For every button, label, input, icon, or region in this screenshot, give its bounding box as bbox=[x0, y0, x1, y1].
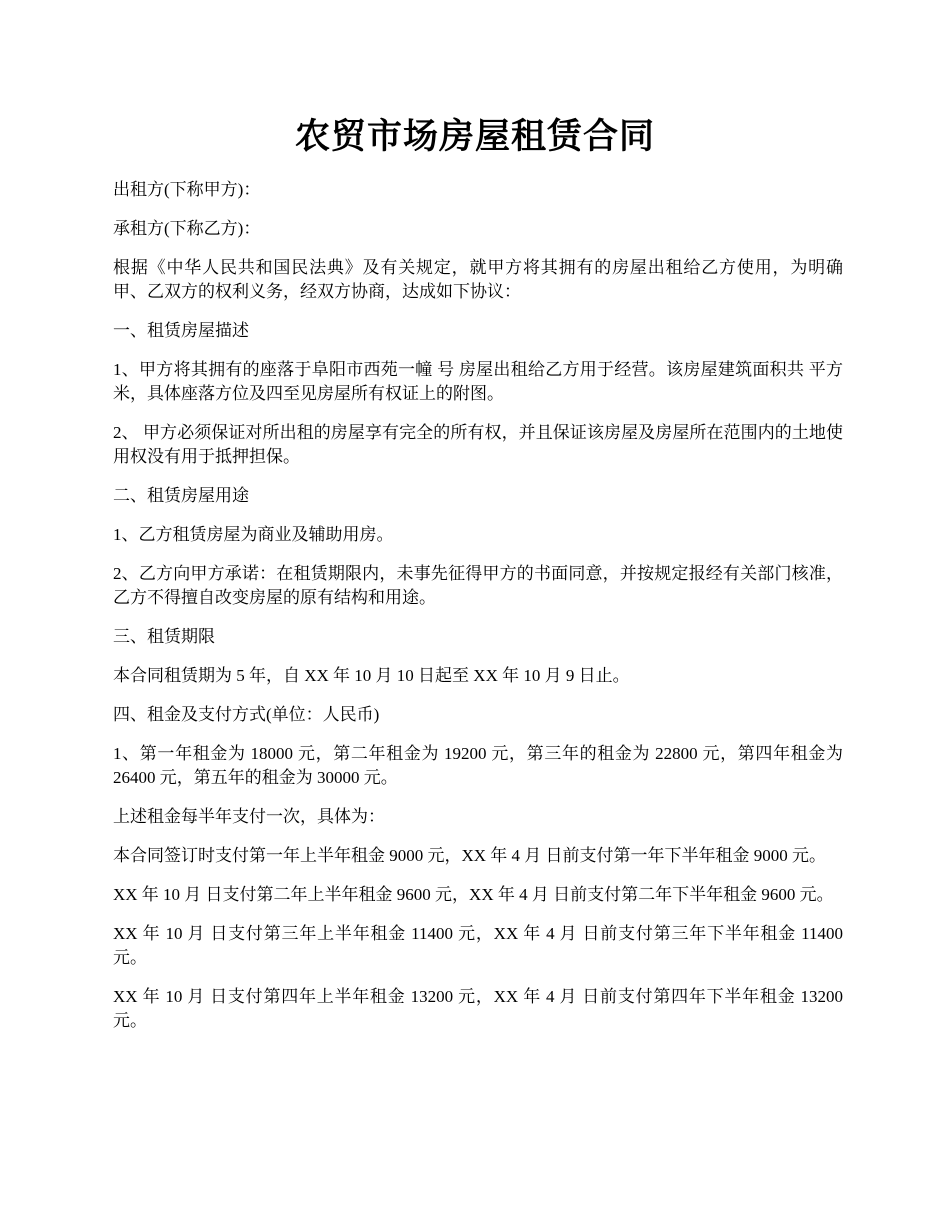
paragraph: 上述租金每半年支付一次，具体为： bbox=[113, 807, 385, 826]
paragraph: 本合同签订时支付第一年上半年租金 9000 元，XX 年 4 月 日前支付第一年下半年租金 9000 元。 bbox=[113, 846, 827, 865]
paragraph-preamble: 根据《中华人民共和国民法典》及有关规定，就甲方将其拥有的房屋出租给乙方使用，为明确甲、乙双方的权利义务，经双方协商，达成如下协议： bbox=[113, 258, 843, 301]
paragraph: XX 年 10 月 日支付第二年上半年租金 9600 元，XX 年 4 月 日前支付第二年下半年租金 9600 元。 bbox=[113, 885, 834, 904]
paragraph: XX 年 10 月 日支付第三年上半年租金 11400 元，XX 年 4 月 日前支付第三年下半年租金 11400 元。 bbox=[113, 924, 843, 967]
paragraph: 本合同租赁期为 5 年，自 XX 年 10 月 10 日起至 XX 年 10 月 9 日止。 bbox=[113, 666, 630, 685]
paragraph-lessee: 承租方(下称乙方)： bbox=[113, 219, 261, 238]
paragraph: 1、第一年租金为 18000 元，第二年租金为 19200 元，第三年的租金为 22800 元，第四年租金为 26400 元，第五年的租金为 30000 元。 bbox=[113, 744, 843, 787]
section-heading-3: 三、租赁期限 bbox=[113, 627, 215, 646]
paragraph: 2、乙方向甲方承诺：在租赁期限内，未事先征得甲方的书面同意，并按规定报经有关部门核准，乙方不得擅自改变房屋的原有结构和用途。 bbox=[113, 564, 843, 607]
section-heading-1: 一、租赁房屋描述 bbox=[113, 321, 249, 340]
paragraph: 1、乙方租赁房屋为商业及辅助用房。 bbox=[113, 525, 394, 544]
document-body bbox=[113, 178, 843, 1048]
section-heading-2: 二、租赁房屋用途 bbox=[113, 486, 249, 505]
paragraph: XX 年 10 月 日支付第四年上半年租金 13200 元，XX 年 4 月 日前支付第四年下半年租金 13200 元。 bbox=[113, 987, 843, 1030]
paragraph: 1、甲方将其拥有的座落于阜阳市西苑一幢 号 房屋出租给乙方用于经营。该房屋建筑面积共 平方米，具体座落方位及四至见房屋所有权证上的附图。 bbox=[113, 360, 843, 403]
paragraph-lessor: 出租方(下称甲方)： bbox=[113, 180, 261, 199]
section-heading-4: 四、租金及支付方式(单位：人民币) bbox=[113, 705, 380, 724]
document-title: 农贸市场房屋租赁合同 bbox=[294, 117, 655, 156]
paragraph: 2、 甲方必须保证对所出租的房屋享有完全的所有权，并且保证该房屋及房屋所在范围内的土地使用权没有用于抵押担保。 bbox=[113, 423, 843, 466]
